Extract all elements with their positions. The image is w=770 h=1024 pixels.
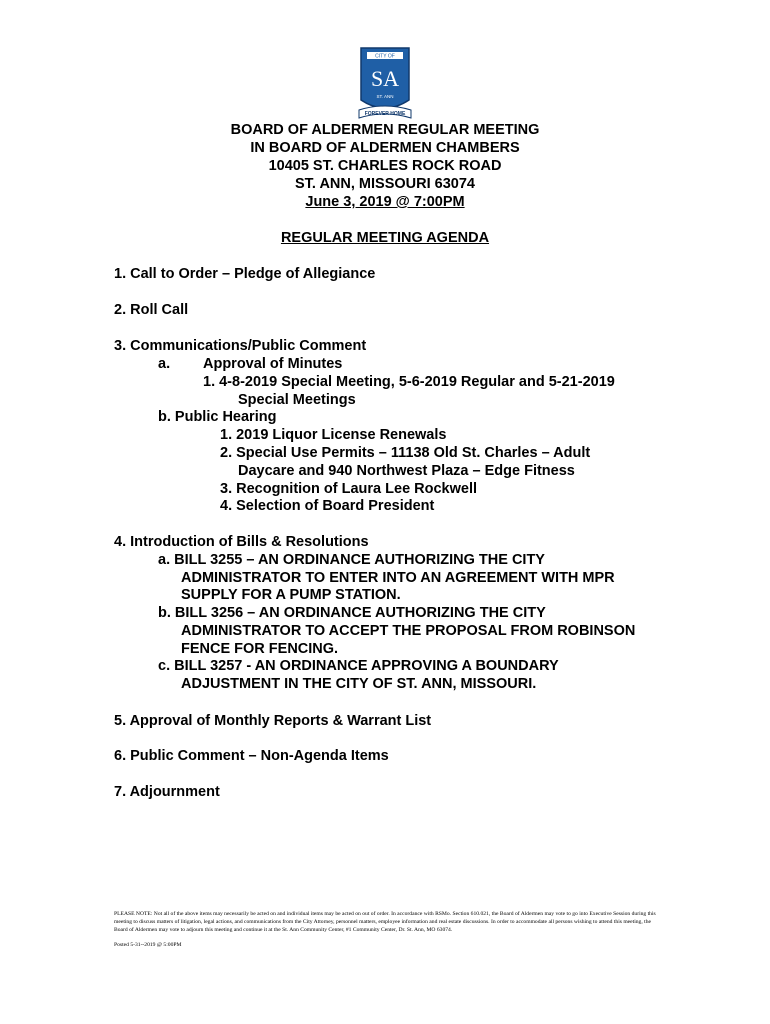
agenda-item-3b3: 3. Recognition of Laura Lee Rockwell bbox=[220, 481, 478, 497]
agenda-item-4c-line1: c. BILL 3257 - AN ORDINANCE APPROVING A BOUNDARY bbox=[158, 658, 559, 674]
agenda-item-3a: Approval of Minutes bbox=[203, 356, 343, 372]
agenda-item-4c-line2: ADJUSTMENT IN THE CITY OF ST. ANN, MISSOURI. bbox=[181, 676, 537, 692]
header-line-2: IN BOARD OF ALDERMEN CHAMBERS bbox=[250, 140, 520, 156]
agenda-item-4b-line1: b. BILL 3256 – AN ORDINANCE AUTHORIZING THE CITY bbox=[158, 605, 546, 621]
footer-note: PLEASE NOTE: Not all of the above items may necessarily be acted on and individual items may be acted on out of order. In accordance with RSMo. Section 610.021, the Board of Aldermen may vote to go into Executive Session during this meeting to discuss matters of litigation, legal actions, and communications from the City Attorney, personnel matters, employee information and real estate discussions. In order to accommodate all persons wishing to attend this meeting, the Board of Aldermen may vote to adjourn this meeting and continue it at the St. Ann Community Center, #1 Community Center, Dr. St. Ann, MO 63074. bbox=[114, 911, 656, 933]
agenda-item-2: 2. Roll Call bbox=[114, 302, 189, 318]
header-line-3: 10405 ST. CHARLES ROCK ROAD bbox=[268, 158, 502, 174]
agenda-item-4a-line3: SUPPLY FOR A PUMP STATION. bbox=[181, 587, 401, 603]
logo-top-text: CITY OF bbox=[375, 53, 395, 60]
meeting-date: June 3, 2019 @ 7:00PM bbox=[305, 194, 465, 210]
agenda-item-3b: b. Public Hearing bbox=[158, 409, 277, 425]
header-line-4: ST. ANN, MISSOURI 63074 bbox=[295, 176, 475, 192]
agenda-item-3a-label: a. bbox=[158, 356, 171, 372]
posted-timestamp: Posted 5-31--2019 @ 5:00PM bbox=[114, 942, 182, 948]
agenda-item-4: 4. Introduction of Bills & Resolutions bbox=[114, 534, 369, 550]
logo-banner: FOREVER HOME bbox=[364, 111, 406, 117]
agenda-item-4b-line3: FENCE FOR FENCING. bbox=[181, 641, 339, 657]
header-line-1: BOARD OF ALDERMEN REGULAR MEETING bbox=[230, 122, 540, 138]
agenda-item-6: 6. Public Comment – Non-Agenda Items bbox=[114, 748, 389, 764]
agenda-item-7: 7. Adjournment bbox=[114, 784, 220, 800]
agenda-item-3: 3. Communications/Public Comment bbox=[114, 338, 367, 354]
agenda-item-4a-line2: ADMINISTRATOR TO ENTER INTO AN AGREEMENT WITH MPR bbox=[181, 570, 615, 586]
city-logo bbox=[357, 44, 413, 126]
meeting-header bbox=[0, 121, 770, 211]
agenda-title: REGULAR MEETING AGENDA bbox=[280, 230, 490, 246]
logo-initials: SA bbox=[370, 66, 400, 91]
agenda-item-5: 5. Approval of Monthly Reports & Warrant List bbox=[114, 713, 432, 729]
logo-bottom-text: ST. ANN bbox=[376, 94, 394, 99]
agenda-item-3b1: 1. 2019 Liquor License Renewals bbox=[220, 427, 447, 443]
agenda-item-3a1-line1: 1. 4-8-2019 Special Meeting, 5-6-2019 Regular and 5-21-2019 bbox=[203, 374, 615, 390]
agenda-item-4a-line1: a. BILL 3255 – AN ORDINANCE AUTHORIZING THE CITY bbox=[158, 552, 545, 568]
agenda-item-3b4: 4. Selection of Board President bbox=[220, 498, 435, 514]
agenda-item-1: 1. Call to Order – Pledge of Allegiance bbox=[114, 266, 376, 282]
agenda-item-3b2-line1: 2. Special Use Permits – 11138 Old St. Charles – Adult bbox=[220, 445, 591, 461]
agenda-item-3a1-line2: Special Meetings bbox=[238, 392, 356, 408]
agenda-item-4b-line2: ADMINISTRATOR TO ACCEPT THE PROPOSAL FROM ROBINSON bbox=[181, 623, 636, 639]
agenda-item-3b2-line2: Daycare and 940 Northwest Plaza – Edge Fitness bbox=[238, 463, 575, 479]
